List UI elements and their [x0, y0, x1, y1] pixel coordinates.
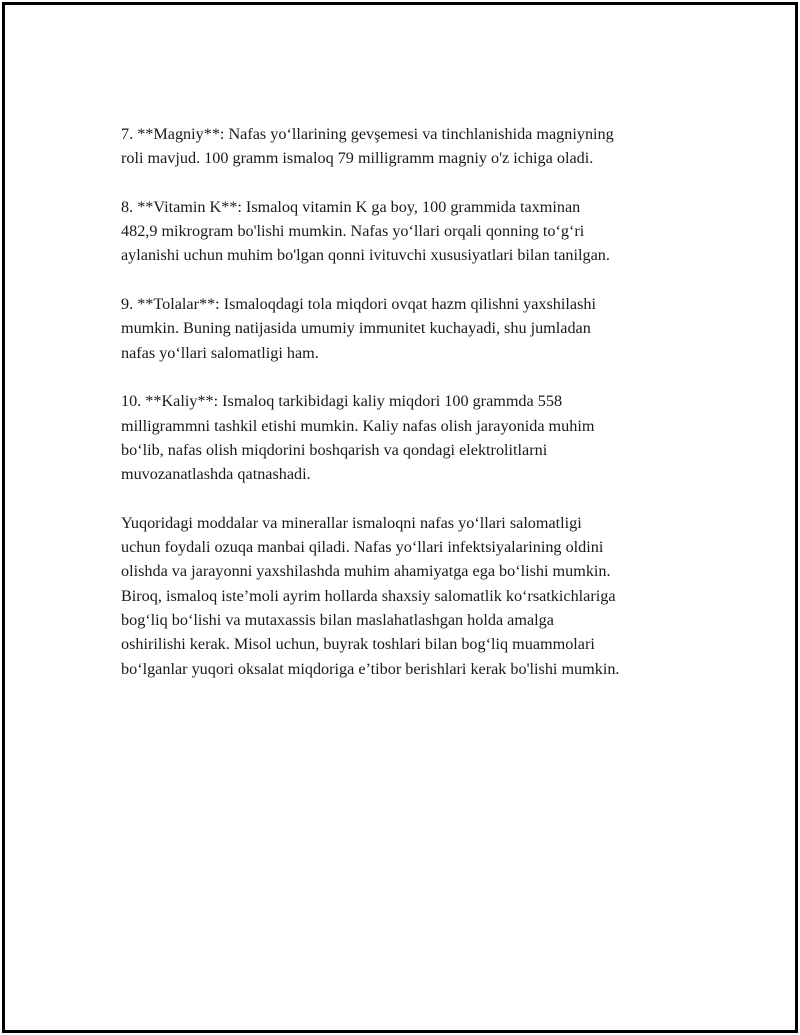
text-line: milligrammni tashkil etishi mumkin. Kaliy nafas olish jarayonida muhim — [121, 416, 595, 435]
text-line: aylanishi uchun muhim bo'lgan qonni ivituvchi xususiyatlari bilan tanilgan. — [121, 246, 610, 265]
paragraph-magniy — [121, 122, 721, 171]
text-line: 9. **Tolalar**: Ismaloqdagi tola miqdori ovqat hazm qilishni yaxshilashi — [121, 295, 596, 314]
text-line: olishda va jarayonni yaxshilashda muhim ahamiyatga ega bo‘lishi mumkin. — [121, 562, 611, 581]
page-border-frame — [2, 2, 798, 1033]
text-line: bo‘lib, nafas olish miqdorini boshqarish va qondagi elektrolitlarni — [121, 440, 548, 459]
text-line: 7. **Magniy**: Nafas yo‘llarining gevşemesi va tinchlanishida magniyning — [121, 125, 614, 143]
text-line: bo‘lganlar yuqori oksalat miqdoriga e’tibor berishlari kerak bo'lishi mumkin. — [121, 659, 620, 678]
text-line: 10. **Kaliy**: Ismaloq tarkibidagi kaliy miqdori 100 grammda 558 — [121, 392, 563, 411]
text-line: bog‘liq bo‘lishi va mutaxassis bilan maslahatlashgan holda amalga — [121, 610, 554, 629]
text-line: nafas yo‘llari salomatligi ham. — [121, 343, 319, 362]
text-line: mumkin. Buning natijasida umumiy immunitet kuchayadi, shu jumladan — [121, 319, 591, 338]
text-line: Biroq, ismaloq iste’moli ayrim hollarda shaxsiy salomatlik ko‘rsatkichlariga — [121, 586, 616, 605]
text-line: 8. **Vitamin K**: Ismaloq vitamin K ga boy, 100 grammida taxminan — [121, 197, 581, 216]
paragraph-tolalar — [121, 292, 721, 365]
text-line: 482,9 mikrogram bo'lishi mumkin. Nafas yo‘llari orqali qonning to‘g‘ri — [121, 222, 585, 241]
document-body — [121, 122, 721, 705]
text-line: oshirilishi kerak. Misol uchun, buyrak toshlari bilan bog‘liq muammolari — [121, 635, 595, 654]
text-line: roli mavjud. 100 gramm ismaloq 79 milligramm magniy o'z ichiga oladi. — [121, 149, 594, 168]
text-line: Yuqoridagi moddalar va minerallar ismaloqni nafas yo‘llari salomatligi — [121, 513, 582, 532]
text-line: uchun foydali ozuqa manbai qiladi. Nafas yo‘llari infektsiyalarining oldini — [121, 538, 604, 557]
paragraph-conclusion — [121, 511, 721, 681]
paragraph-kaliy — [121, 389, 721, 486]
text-line: muvozanatlashda qatnashadi. — [121, 465, 311, 484]
paragraph-vitamin-k — [121, 195, 721, 268]
